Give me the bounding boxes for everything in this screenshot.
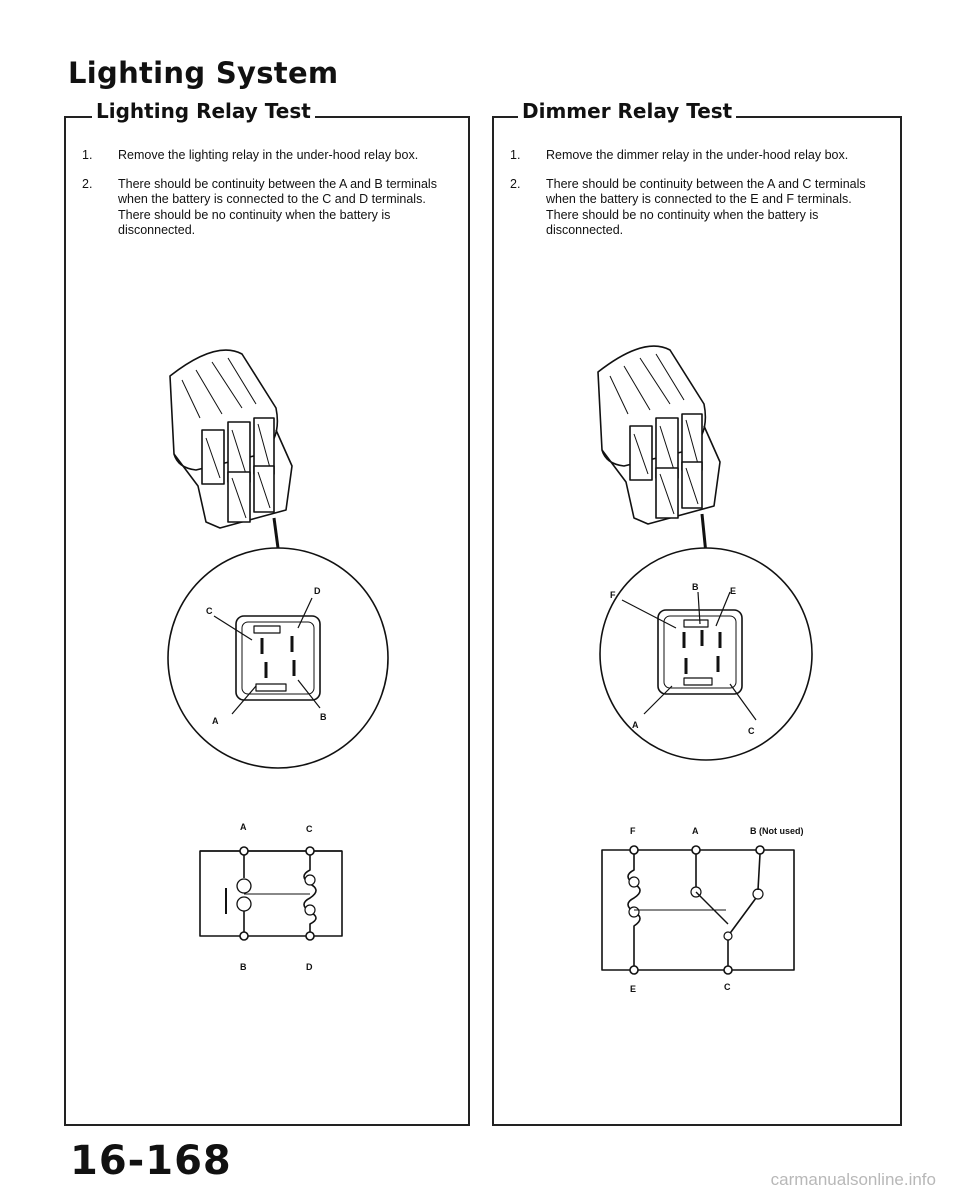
schematic-label-c: C xyxy=(724,982,731,992)
step-text: Remove the dimmer relay in the under-hood relay box. xyxy=(546,148,849,162)
schematic-label-e: E xyxy=(630,984,637,994)
schematic-label-b: B xyxy=(240,962,247,972)
connector-view-drawing xyxy=(168,548,388,768)
schematic-label-b-not-used: B (Not used) xyxy=(750,826,804,836)
dimmer-relay-illustration xyxy=(494,118,900,1124)
schematic-label-a: A xyxy=(692,826,699,836)
step-number: 1. xyxy=(82,148,93,162)
dimmer-relay-schematic xyxy=(602,846,794,974)
relay-body-drawing xyxy=(170,350,292,548)
connector-label-f: F xyxy=(610,590,616,600)
lighting-relay-test-title: Lighting Relay Test xyxy=(92,98,315,124)
connector-label-c: C xyxy=(206,606,213,616)
step-text: Remove the lighting relay in the under-hood relay box. xyxy=(118,148,419,162)
schematic-label-a: A xyxy=(240,822,247,832)
connector-label-a: A xyxy=(212,716,219,726)
connector-label-c: C xyxy=(748,726,755,736)
connector-label-b: B xyxy=(692,582,699,592)
dimmer-relay-test-title: Dimmer Relay Test xyxy=(518,98,736,124)
step-number: 2. xyxy=(82,176,93,191)
lighting-relay-schematic xyxy=(200,847,342,940)
lighting-relay-test-panel xyxy=(64,99,470,1126)
connector-label-d: D xyxy=(314,586,321,596)
watermark-text: carmanualsonline.info xyxy=(770,1170,936,1189)
step-text-note: There should be no continuity when the battery is disconnected. xyxy=(546,207,819,237)
step-text-note: There should be no continuity when the battery is disconnected. xyxy=(118,207,391,237)
lighting-relay-illustration xyxy=(66,118,468,1124)
page-number: 16-168 xyxy=(70,1138,232,1184)
step-number: 2. xyxy=(510,176,521,191)
schematic-label-f: F xyxy=(630,826,636,836)
dimmer-relay-test-panel xyxy=(492,99,902,1126)
relay-body-drawing xyxy=(598,346,720,554)
connector-label-b: B xyxy=(320,712,327,722)
connector-label-a: A xyxy=(632,720,639,730)
schematic-label-c: C xyxy=(306,824,313,834)
step-text: There should be continuity between the A and C terminals when the battery is connected to the E and F terminals. xyxy=(546,176,866,206)
step-number: 1. xyxy=(510,148,521,162)
page-title: Lighting System xyxy=(68,56,339,90)
step-text: There should be continuity between the A and B terminals when the battery is connected to the C and D terminals. xyxy=(118,176,437,206)
connector-label-e: E xyxy=(730,586,737,596)
schematic-label-d: D xyxy=(306,962,313,972)
